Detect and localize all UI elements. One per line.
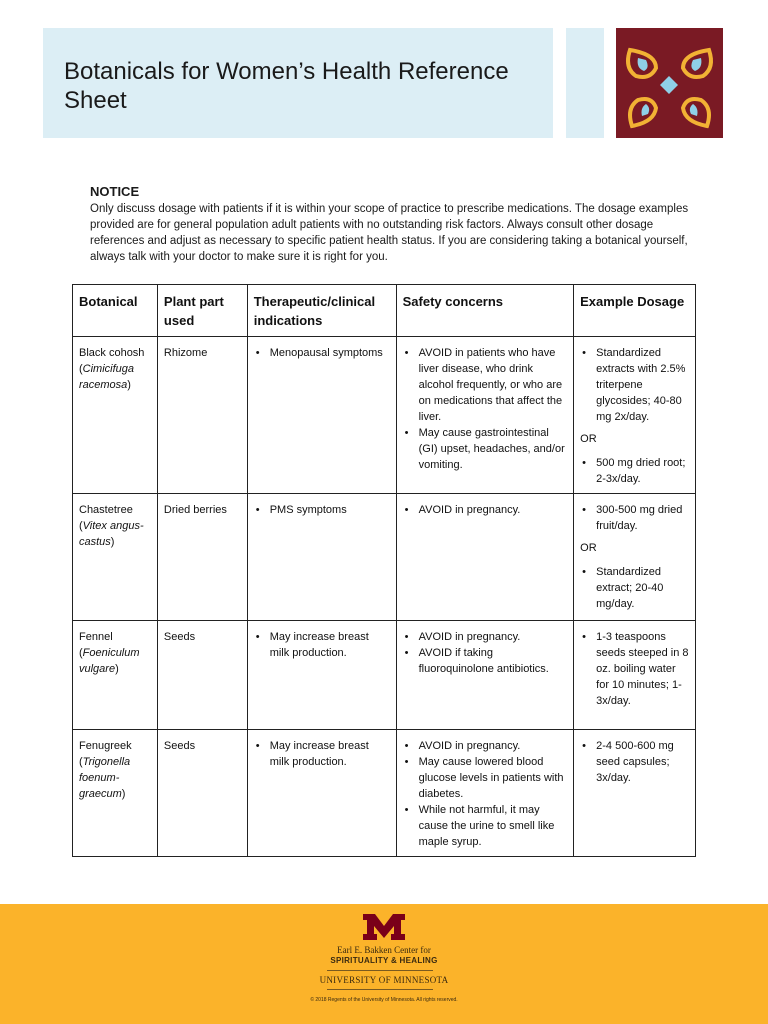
page-title: Botanicals for Women’s Health Reference Sheet [64, 58, 509, 114]
scientific-name: Vitex angus-castus [79, 520, 144, 548]
list-item: • Menopausal symptoms [254, 345, 390, 361]
botanical-name: Fenugreek [79, 740, 132, 752]
or-separator: OR [580, 433, 597, 445]
notice-section [90, 184, 690, 265]
university-m-logo-icon [361, 912, 407, 942]
safety-cell [396, 621, 574, 730]
list-item: • 300-500 mg dried fruit/day. [580, 502, 689, 534]
list-item: • AVOID in patients who have liver disease, who drink alcohol frequently, or who are on medications that affect the liver. [403, 345, 568, 425]
scientific-name: Foeniculum vulgare [79, 647, 140, 675]
plant-part-cell: Seeds [157, 621, 247, 730]
table-row [73, 337, 696, 494]
list-item: • May cause gastrointestinal (GI) upset, headaches, and/or vomiting. [403, 425, 568, 473]
dosage-cell [574, 730, 696, 857]
list-item: • May increase breast milk production. [254, 738, 390, 770]
copyright-text: © 2018 Regents of the University of Minnesota. All rights reserved. [310, 997, 458, 1003]
scientific-name: Trigonella foenum-graecum [79, 756, 131, 800]
list-item: • AVOID if taking fluoroquinolone antibiotics. [403, 645, 568, 677]
center-name-line: Earl E. Bakken Center for [337, 945, 431, 955]
botanical-cell: Fenugreek (Trigonella foenum-graecum) [73, 730, 158, 857]
safety-cell [396, 337, 574, 494]
header-plant-part: Plant part used [157, 285, 247, 337]
list-item: • Standardized extracts with 2.5% triterpene glycosides; 40-80 mg 2x/day. [580, 345, 689, 425]
botanicals-table [72, 284, 696, 857]
list-item: • AVOID in pregnancy. [403, 502, 568, 518]
dosage-cell [574, 337, 696, 494]
botanical-logo [616, 28, 723, 138]
list-item: • AVOID in pregnancy. [403, 738, 568, 754]
list-item: • 2-4 500-600 mg seed capsules; 3x/day. [580, 738, 689, 786]
center-focus-line: SPIRITUALITY & HEALING [330, 956, 438, 965]
footer-band [0, 904, 768, 1024]
safety-cell [396, 730, 574, 857]
notice-title: NOTICE [90, 184, 140, 199]
indications-cell [247, 730, 396, 857]
title-accent-strip [566, 28, 604, 138]
table-row [73, 621, 696, 730]
list-item: • 500 mg dried root; 2-3x/day. [580, 455, 689, 487]
safety-cell [396, 494, 574, 621]
list-item: • 1-3 teaspoons seeds steeped in 8 oz. boiling water for 10 minutes; 1-3x/day. [580, 629, 689, 709]
dosage-cell [574, 494, 696, 621]
dosage-cell [574, 621, 696, 730]
botanical-name: Black cohosh [79, 347, 145, 359]
header-safety: Safety concerns [396, 285, 574, 337]
indications-cell [247, 621, 396, 730]
list-item: • PMS symptoms [254, 502, 390, 518]
plant-part-cell: Dried berries [157, 494, 247, 621]
leaf-pattern-icon [616, 28, 723, 138]
title-banner [43, 28, 553, 138]
list-item: • May increase breast milk production. [254, 629, 390, 661]
indications-cell [247, 494, 396, 621]
footer-divider [327, 970, 433, 971]
list-item: • AVOID in pregnancy. [403, 629, 568, 645]
botanical-name: Chastetree [79, 504, 133, 516]
notice-text: Only discuss dosage with patients if it is within your scope of practice to prescribe medications. The dosage examples provided are for general population adult patients with no outstanding risk factors. Always consult other dosage references and adjust as necessary to specific patient health status. If you are considering taking a botanical yourself, always talk with your doctor to make sure it is right for you. [90, 203, 689, 263]
table-row [73, 494, 696, 621]
table-row [73, 730, 696, 857]
list-item: • While not harmful, it may cause the urine to smell like maple syrup. [403, 802, 568, 850]
or-separator: OR [580, 542, 597, 554]
scientific-name: Cimicifuga racemosa [79, 363, 135, 391]
indications-cell [247, 337, 396, 494]
botanical-cell: Fennel (Foeniculum vulgare) [73, 621, 158, 730]
botanical-cell: Black cohosh (Cimicifuga racemosa) [73, 337, 158, 494]
header-botanical: Botanical [73, 285, 158, 337]
header-dosage: Example Dosage [574, 285, 696, 337]
footer-divider [327, 989, 433, 990]
list-item: • May cause lowered blood glucose levels in patients with diabetes. [403, 754, 568, 802]
table-header-row [73, 285, 696, 337]
plant-part-cell: Rhizome [157, 337, 247, 494]
list-item: • Standardized extract; 20-40 mg/day. [580, 564, 689, 612]
botanical-cell: Chastetree (Vitex angus-castus) [73, 494, 158, 621]
botanical-name: Fennel [79, 631, 113, 643]
plant-part-cell: Seeds [157, 730, 247, 857]
university-name: UNIVERSITY OF MINNESOTA [319, 975, 449, 985]
header-indications: Therapeutic/clinical indications [247, 285, 396, 337]
